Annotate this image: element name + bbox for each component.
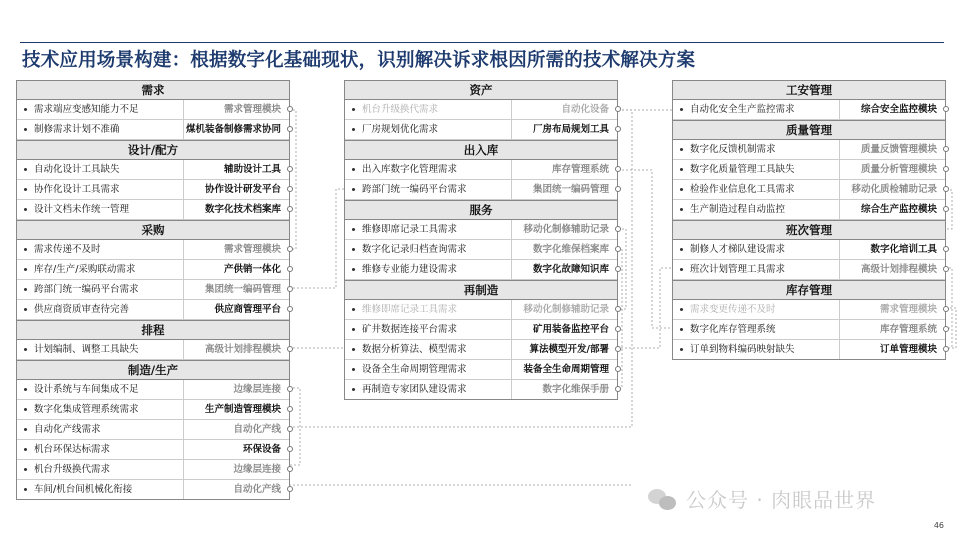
solution-cell: 自动化产线 <box>233 424 281 435</box>
table-row <box>345 340 617 360</box>
requirement-cell <box>17 260 184 279</box>
bullet-icon <box>24 488 27 491</box>
table-row <box>345 220 617 240</box>
connector-dot-icon <box>287 106 293 112</box>
connector-dot-icon <box>943 186 949 192</box>
requirement-text: 协作化设计工具需求 <box>34 184 120 195</box>
table-row <box>17 420 289 440</box>
requirement-cell <box>17 160 184 179</box>
requirement-text: 数字化质量管理工具缺失 <box>690 164 795 175</box>
table-row <box>17 340 289 360</box>
solution-cell: 环保设备 <box>242 444 281 455</box>
solution-cell: 自动化产线 <box>233 484 281 495</box>
connector-dot-icon <box>615 186 621 192</box>
bullet-icon <box>680 268 683 271</box>
table-row <box>345 180 617 200</box>
requirement-text: 自动化设计工具缺失 <box>34 164 120 175</box>
bullet-icon <box>352 168 355 171</box>
requirement-cell <box>673 100 840 119</box>
table-row <box>673 340 945 359</box>
bullet-icon <box>352 368 355 371</box>
requirement-text: 需求变更传递不及时 <box>690 304 776 315</box>
wechat-icon <box>648 487 678 511</box>
bullet-icon <box>680 108 683 111</box>
requirement-text: 矿井数据连接平台需求 <box>362 324 458 335</box>
bullet-icon <box>352 388 355 391</box>
table-row <box>17 440 289 460</box>
bullet-icon <box>680 168 683 171</box>
requirement-text: 数字化记录归档查询需求 <box>362 244 467 255</box>
requirement-cell <box>345 380 512 399</box>
connector-dot-icon <box>287 486 293 492</box>
table-row <box>17 300 289 320</box>
section-header: 需求 <box>17 81 289 100</box>
solution-cell: 自动化设备 <box>561 104 609 115</box>
solution-cell: 移动化制修辅助记录 <box>523 304 609 315</box>
requirement-text: 计划编制、调整工具缺失 <box>34 344 139 355</box>
solution-cell: 高级计划排程模块 <box>204 344 281 355</box>
table-row <box>17 260 289 280</box>
requirement-cell <box>345 120 512 139</box>
bullet-icon <box>352 248 355 251</box>
table-row <box>17 120 289 140</box>
requirement-cell <box>345 320 512 339</box>
requirement-text: 维修专业能力建设需求 <box>362 264 458 275</box>
table-row <box>673 200 945 220</box>
requirement-text: 数字化集成管理系统需求 <box>34 404 139 415</box>
requirement-text: 设备全生命周期管理需求 <box>362 364 467 375</box>
solution-cell: 边缘层连接 <box>233 384 281 395</box>
connector-dot-icon <box>615 246 621 252</box>
connector-dot-icon <box>943 106 949 112</box>
table-row <box>673 140 945 160</box>
bullet-icon <box>24 108 27 111</box>
table-row <box>345 380 617 399</box>
requirement-text: 检验作业信息化工具需求 <box>690 184 795 195</box>
connector-dot-icon <box>615 166 621 172</box>
requirement-cell <box>17 280 184 299</box>
requirement-text: 再制造专家团队建设需求 <box>362 384 467 395</box>
requirement-text: 生产制造过程自动监控 <box>690 204 786 215</box>
requirement-cell <box>673 180 840 199</box>
requirement-cell <box>345 260 512 279</box>
requirement-text: 库存/生产/采购联动需求 <box>34 264 136 275</box>
connector-dot-icon <box>287 166 293 172</box>
requirement-cell <box>345 180 512 199</box>
table-row <box>673 320 945 340</box>
requirement-cell <box>17 340 184 359</box>
connector-dot-icon <box>615 306 621 312</box>
requirement-text: 出入库数字化管理需求 <box>362 164 458 175</box>
solution-cell: 生产制造管理模块 <box>204 404 281 415</box>
table-row <box>673 180 945 200</box>
section-header: 质量管理 <box>673 120 945 140</box>
table-row <box>673 300 945 320</box>
table-row <box>17 200 289 220</box>
connector-dot-icon <box>287 186 293 192</box>
solution-cell: 订单管理模块 <box>879 344 937 355</box>
bullet-icon <box>680 248 683 251</box>
column-right <box>672 80 946 360</box>
requirement-cell <box>17 120 184 139</box>
requirement-text: 跨部门统一编码平台需求 <box>362 184 467 195</box>
connector-dot-icon <box>287 426 293 432</box>
solution-cell: 集团统一编码管理 <box>532 184 609 195</box>
column-middle <box>344 80 618 400</box>
solution-cell: 库存管理系统 <box>879 324 937 335</box>
requirement-text: 自动化产线需求 <box>34 424 101 435</box>
connector-dot-icon <box>943 166 949 172</box>
requirement-cell <box>17 480 184 499</box>
table-row <box>345 160 617 180</box>
table-row <box>17 400 289 420</box>
bullet-icon <box>24 428 27 431</box>
requirement-cell <box>17 100 184 119</box>
table-row <box>17 280 289 300</box>
bullet-icon <box>352 328 355 331</box>
solution-cell: 综合安全监控模块 <box>860 104 937 115</box>
solution-cell: 数字化维保档案库 <box>532 244 609 255</box>
requirement-cell <box>673 300 840 319</box>
bullet-icon <box>352 108 355 111</box>
table-row <box>17 240 289 260</box>
connector-dot-icon <box>287 246 293 252</box>
requirement-cell <box>345 240 512 259</box>
solution-cell: 装备全生命周期管理 <box>523 364 609 375</box>
solution-cell: 综合生产监控模块 <box>860 204 937 215</box>
section-header: 班次管理 <box>673 220 945 240</box>
requirement-cell <box>17 300 184 319</box>
requirement-cell <box>345 220 512 239</box>
connector-dot-icon <box>943 266 949 272</box>
bullet-icon <box>680 208 683 211</box>
solution-cell: 算法模型开发/部署 <box>529 344 609 355</box>
table-row <box>345 360 617 380</box>
requirement-cell <box>345 300 512 319</box>
connector-dot-icon <box>287 126 293 132</box>
solution-cell: 质量分析管理模块 <box>860 164 937 175</box>
requirement-cell <box>673 320 840 339</box>
bullet-icon <box>24 208 27 211</box>
section-header: 库存管理 <box>673 280 945 300</box>
connector-dot-icon <box>615 266 621 272</box>
watermark <box>648 484 876 513</box>
requirement-text: 班次计划管理工具需求 <box>690 264 786 275</box>
section-header: 制造/生产 <box>17 360 289 380</box>
solution-cell: 数字化技术档案库 <box>204 204 281 215</box>
requirement-cell <box>17 180 184 199</box>
connector-dot-icon <box>287 406 293 412</box>
requirement-text: 数字化库存管理系统 <box>690 324 776 335</box>
requirement-text: 维修即席记录工具需求 <box>362 304 458 315</box>
table-row <box>673 100 945 120</box>
requirement-cell <box>17 200 184 219</box>
solution-cell: 产供销一体化 <box>223 264 281 275</box>
bullet-icon <box>352 228 355 231</box>
requirement-text: 制修人才梯队建设需求 <box>690 244 786 255</box>
table-row <box>17 160 289 180</box>
connector-dot-icon <box>287 466 293 472</box>
table-row <box>17 480 289 499</box>
table-row <box>17 460 289 480</box>
bullet-icon <box>352 268 355 271</box>
solution-cell: 移动化质检辅助记录 <box>851 184 937 195</box>
solution-cell: 辅助设计工具 <box>223 164 281 175</box>
requirement-cell <box>17 460 184 479</box>
solution-cell: 需求管理模块 <box>223 244 281 255</box>
column-left <box>16 80 290 500</box>
solution-cell: 数字化维保手册 <box>542 384 609 395</box>
section-header: 服务 <box>345 200 617 220</box>
connector-dot-icon <box>943 146 949 152</box>
solution-cell: 煤机装备制修需求协同 <box>185 124 281 135</box>
requirement-cell <box>17 380 184 399</box>
requirement-cell <box>17 240 184 259</box>
bullet-icon <box>24 468 27 471</box>
requirement-text: 跨部门统一编码平台需求 <box>34 284 139 295</box>
requirement-cell <box>673 160 840 179</box>
bullet-icon <box>24 168 27 171</box>
section-header: 出入库 <box>345 140 617 160</box>
requirement-text: 机台升级换代需求 <box>34 464 111 475</box>
bullet-icon <box>680 148 683 151</box>
bullet-icon <box>24 408 27 411</box>
solution-cell: 协作设计研发平台 <box>204 184 281 195</box>
table-row <box>345 300 617 320</box>
connector-dot-icon <box>287 346 293 352</box>
solution-cell: 需求管理模块 <box>223 104 281 115</box>
requirement-cell <box>17 400 184 419</box>
bullet-icon <box>352 348 355 351</box>
table-row <box>17 380 289 400</box>
requirement-cell <box>345 360 512 379</box>
requirement-text: 制修需求计划不准确 <box>34 124 120 135</box>
requirement-text: 维修即席记录工具需求 <box>362 224 458 235</box>
requirement-cell <box>17 440 184 459</box>
bullet-icon <box>352 188 355 191</box>
connector-dot-icon <box>943 206 949 212</box>
connector-dot-icon <box>943 246 949 252</box>
requirement-cell <box>673 260 840 279</box>
requirement-cell <box>17 420 184 439</box>
connector-dot-icon <box>943 306 949 312</box>
requirement-text: 自动化安全生产监控需求 <box>690 104 795 115</box>
requirement-cell <box>345 340 512 359</box>
watermark-text: 公众号 · 肉眼品世界 <box>686 488 877 512</box>
requirement-cell <box>673 200 840 219</box>
table-row <box>345 240 617 260</box>
requirement-text: 机台环保达标需求 <box>34 444 111 455</box>
bullet-icon <box>352 128 355 131</box>
requirement-text: 车间/机台间机械化衔接 <box>34 484 133 495</box>
solution-cell: 高级计划排程模块 <box>860 264 937 275</box>
section-header: 采购 <box>17 220 289 240</box>
requirement-text: 设计系统与车间集成不足 <box>34 384 139 395</box>
section-header: 设计/配方 <box>17 140 289 160</box>
bullet-icon <box>24 288 27 291</box>
section-header: 工安管理 <box>673 81 945 100</box>
bullet-icon <box>24 388 27 391</box>
bullet-icon <box>24 248 27 251</box>
bullet-icon <box>352 308 355 311</box>
table-row <box>673 240 945 260</box>
requirement-text: 供应商资质审查待完善 <box>34 304 130 315</box>
solution-cell: 供应商管理平台 <box>214 304 281 315</box>
requirement-text: 订单到物料编码映射缺失 <box>690 344 795 355</box>
bullet-icon <box>680 308 683 311</box>
solution-cell: 质量反馈管理模块 <box>860 144 937 155</box>
table-row <box>673 160 945 180</box>
solution-cell: 边缘层连接 <box>233 464 281 475</box>
requirement-text: 设计文档未作统一管理 <box>34 204 130 215</box>
bullet-icon <box>680 328 683 331</box>
bullet-icon <box>680 348 683 351</box>
requirement-text: 厂房规划优化需求 <box>362 124 439 135</box>
connector-dot-icon <box>615 226 621 232</box>
solution-cell: 数字化故障知识库 <box>532 264 609 275</box>
bullet-icon <box>24 348 27 351</box>
connector-dot-icon <box>287 306 293 312</box>
section-header: 资产 <box>345 81 617 100</box>
connector-dot-icon <box>615 106 621 112</box>
page-number: 46 <box>933 521 944 530</box>
connector-dot-icon <box>287 266 293 272</box>
requirement-text: 数字化反馈机制需求 <box>690 144 776 155</box>
table-row <box>17 100 289 120</box>
connector-dot-icon <box>943 326 949 332</box>
connector-dot-icon <box>287 386 293 392</box>
table-row <box>673 260 945 280</box>
table-row <box>345 260 617 280</box>
connector-dot-icon <box>615 326 621 332</box>
connector-dot-icon <box>615 126 621 132</box>
requirement-cell <box>673 340 840 359</box>
solution-cell: 需求管理模块 <box>879 304 937 315</box>
solution-cell: 数字化培训工具 <box>870 244 937 255</box>
connector-dot-icon <box>615 386 621 392</box>
section-header: 排程 <box>17 320 289 340</box>
table-row <box>17 180 289 200</box>
bullet-icon <box>680 188 683 191</box>
requirement-cell <box>673 240 840 259</box>
solution-cell: 移动化制修辅助记录 <box>523 224 609 235</box>
connector-dot-icon <box>943 346 949 352</box>
table-row <box>345 100 617 120</box>
connector-dot-icon <box>615 346 621 352</box>
bullet-icon <box>24 128 27 131</box>
requirement-text: 需求端应变感知能力不足 <box>34 104 139 115</box>
requirement-text: 需求传递不及时 <box>34 244 101 255</box>
page-title: 技术应用场景构建：根据数字化基础现状，识别解决诉求根因所需的技术解决方案 <box>22 50 696 71</box>
connector-dot-icon <box>615 366 621 372</box>
solution-cell: 厂房布局规划工具 <box>532 124 609 135</box>
requirement-cell <box>345 160 512 179</box>
bullet-icon <box>24 448 27 451</box>
requirement-text: 机台升级换代需求 <box>362 104 439 115</box>
solution-cell: 集团统一编码管理 <box>204 284 281 295</box>
connector-dot-icon <box>287 286 293 292</box>
solution-cell: 矿用装备监控平台 <box>532 324 609 335</box>
bullet-icon <box>24 268 27 271</box>
requirement-text: 数据分析算法、模型需求 <box>362 344 467 355</box>
requirement-cell <box>673 140 840 159</box>
table-row <box>345 320 617 340</box>
connector-dot-icon <box>287 206 293 212</box>
connector-dot-icon <box>287 446 293 452</box>
requirement-cell <box>345 100 512 119</box>
section-header: 再制造 <box>345 280 617 300</box>
solution-cell: 库存管理系统 <box>551 164 609 175</box>
bullet-icon <box>24 308 27 311</box>
table-row <box>345 120 617 140</box>
bullet-icon <box>24 188 27 191</box>
